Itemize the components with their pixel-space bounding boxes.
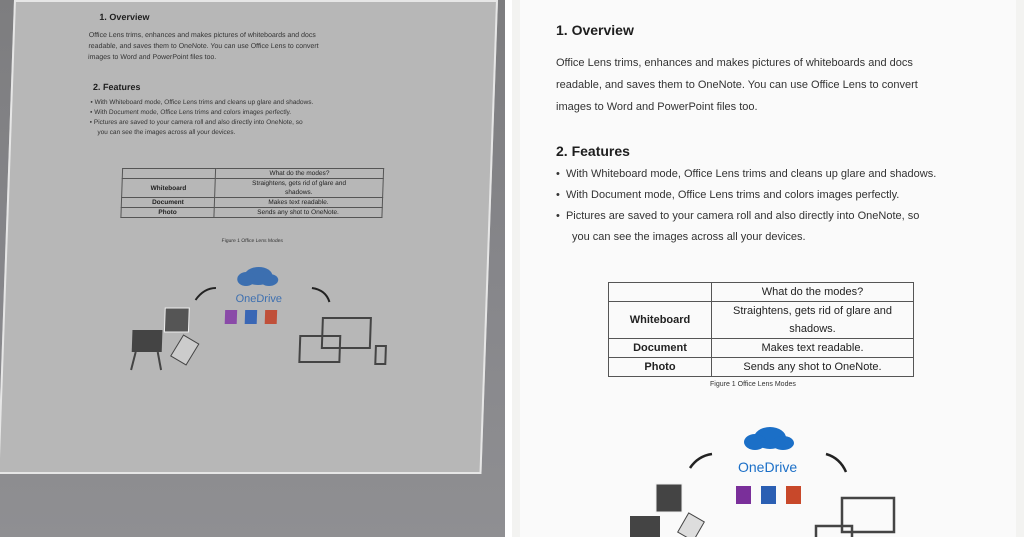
table-row	[121, 208, 382, 218]
features-list	[556, 164, 1006, 248]
bullet-text: With Whiteboard mode, Office Lens trims and cleans up glare and shadows.	[565, 168, 937, 180]
onenote-icon	[736, 486, 751, 504]
table-row	[122, 169, 383, 179]
list-item: • With Document mode, Office Lens trims and colors images perfectly.	[89, 109, 292, 116]
list-item	[89, 128, 429, 138]
list-item	[556, 227, 1006, 248]
onedrive-cloud-icon	[744, 427, 794, 450]
left-photo-panel	[0, 0, 505, 537]
list-item: • With Whiteboard mode, Office Lens trims and cleans up glare and shadows.	[556, 168, 937, 180]
photographed-document	[0, 0, 498, 474]
table-row	[609, 358, 914, 377]
bullet-text: you can see the images across all your devices.	[97, 129, 236, 136]
onenote-icon	[225, 310, 237, 324]
whiteboard-icon	[131, 330, 162, 370]
bullet-text: you can see the images across all your devices.	[572, 231, 806, 243]
phone-icon	[375, 346, 386, 364]
right-processed-panel	[512, 0, 1024, 537]
bullet-text: With Document mode, Office Lens trims and colors images perfectly.	[565, 189, 900, 201]
overview-line: Office Lens trims, enhances and makes pictures of whiteboards and docs	[88, 32, 316, 39]
table-cell: Photo	[609, 358, 712, 377]
overview-line: readable, and saves them to OneNote. You can use Office Lens to convert	[556, 79, 918, 91]
powerpoint-icon	[265, 310, 277, 324]
overview-text	[88, 30, 429, 63]
cell-line: shadows.	[284, 189, 313, 196]
table-header: What do the modes?	[712, 283, 914, 302]
table-cell: Makes text readable.	[712, 339, 914, 358]
overview-heading: 1. Overview	[556, 22, 634, 38]
table-row	[609, 302, 914, 339]
panel-divider	[505, 0, 512, 537]
whiteboard-icon	[630, 516, 660, 537]
arrow-right-icon	[826, 454, 846, 472]
table-cell: Photo	[121, 208, 214, 218]
monitor-icon	[322, 318, 371, 348]
overview-text	[556, 52, 996, 118]
table-row	[122, 179, 384, 198]
overview-heading: 1. Overview	[99, 12, 150, 22]
overview-line: images to Word and PowerPoint files too.	[556, 101, 758, 113]
bullet-text: With Whiteboard mode, Office Lens trims and cleans up glare and shadows.	[94, 99, 314, 106]
cell-line: shadows.	[789, 323, 836, 335]
photo-icon	[656, 484, 682, 512]
onedrive-diagram	[113, 252, 408, 382]
table-row	[121, 198, 382, 208]
figure-caption: Figure 1 Office Lens Modes	[221, 238, 284, 244]
features-list	[89, 98, 430, 138]
table-cell: Whiteboard	[609, 302, 712, 339]
features-heading: 2. Features	[556, 143, 630, 159]
arrow-right-icon	[311, 288, 329, 302]
table-cell	[712, 302, 914, 339]
modes-table	[608, 282, 914, 377]
onedrive-cloud-icon	[237, 267, 279, 286]
overview-line: Office Lens trims, enhances and makes pictures of whiteboards and docs	[556, 57, 913, 69]
table-cell	[609, 283, 712, 302]
onedrive-label: OneDrive	[235, 293, 283, 305]
document-icon	[678, 513, 705, 537]
arrow-left-icon	[196, 288, 216, 300]
arrow-left-icon	[690, 454, 712, 468]
table-cell: Makes text readable.	[214, 198, 382, 208]
table-cell	[122, 169, 215, 179]
onedrive-label: OneDrive	[738, 459, 798, 475]
list-item: • With Document mode, Office Lens trims and colors images perfectly.	[556, 189, 900, 201]
table-row	[609, 339, 914, 358]
overview-line: readable, and saves them to OneNote. You can use Office Lens to convert	[88, 43, 319, 50]
table-cell: Document	[121, 198, 214, 208]
figure-caption: Figure 1 Office Lens Modes	[710, 381, 796, 388]
powerpoint-icon	[786, 486, 801, 504]
list-item: • Pictures are saved to your camera roll and also directly into OneNote, so	[89, 119, 303, 126]
bullet-text: With Document mode, Office Lens trims and colors images perfectly.	[94, 109, 292, 116]
document-icon	[170, 335, 199, 365]
overview-line: images to Word and PowerPoint files too.	[87, 54, 217, 61]
table-cell: Sends any shot to OneNote.	[712, 358, 914, 377]
word-icon	[245, 310, 257, 324]
cell-line: Straightens, gets rid of glare and	[251, 180, 347, 187]
word-icon	[761, 486, 776, 504]
table-row	[609, 283, 914, 302]
table-cell: Document	[609, 339, 712, 358]
bullet-text: Pictures are saved to your camera roll and also directly into OneNote, so	[93, 119, 303, 126]
processed-document	[520, 0, 1016, 537]
table-cell: Sends any shot to OneNote.	[214, 208, 382, 218]
onedrive-diagram	[620, 420, 920, 537]
table-cell: Whiteboard	[122, 179, 216, 198]
features-heading: 2. Features	[92, 82, 141, 92]
photo-icon	[164, 308, 189, 332]
modes-table	[120, 168, 384, 218]
table-header: What do the modes?	[215, 169, 383, 179]
list-item: • With Whiteboard mode, Office Lens trims and cleans up glare and shadows.	[90, 99, 314, 106]
table-cell	[215, 179, 384, 198]
bullet-text: Pictures are saved to your camera roll and also directly into OneNote, so	[565, 210, 920, 222]
cell-line: Straightens, gets rid of glare and	[733, 305, 892, 317]
list-item: • Pictures are saved to your camera roll and also directly into OneNote, so	[556, 210, 920, 222]
